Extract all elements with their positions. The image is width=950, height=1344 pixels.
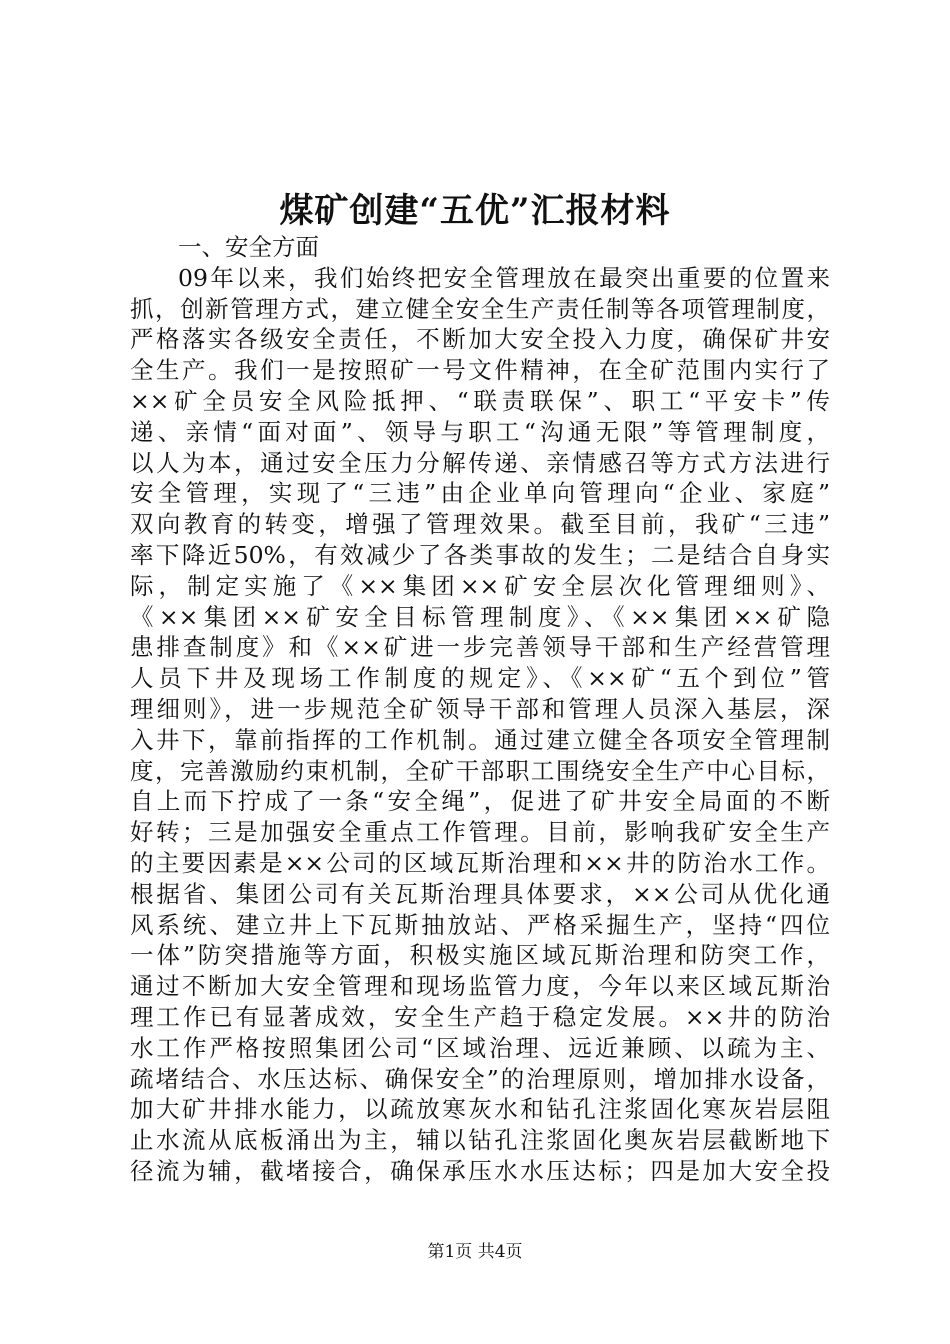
paragraph-line: 抓，创新管理方式，建立健全安全生产责任制等各项管理制度， — [130, 294, 830, 323]
paragraph-line: 率下降近50%，有效减少了各类事故的发生；二是结合自身实 — [130, 540, 830, 569]
paragraph-line: 疏堵结合、水压达标、确保安全”的治理原则，增加排水设备， — [130, 1064, 830, 1093]
paragraph — [130, 263, 830, 1187]
paragraph-line: 通过不断加大安全管理和现场监管力度，今年以来区域瓦斯治 — [130, 972, 830, 1001]
document-title: 煤矿创建“五优”汇报材料 — [279, 191, 671, 231]
paragraph-line: 一体”防突措施等方面，积极实施区域瓦斯治理和防突工作， — [130, 941, 830, 970]
paragraph-line: 严格落实各级安全责任，不断加大安全投入力度，确保矿井安 — [130, 325, 830, 354]
paragraph-line: 双向教育的转变，增强了管理效果。截至目前，我矿“三违” — [130, 510, 830, 539]
paragraph-line: 理细则》，进一步规范全矿领导干部和管理人员深入基层，深 — [130, 694, 830, 723]
paragraph-line: 的主要因素是××公司的区域瓦斯治理和××井的防治水工作。 — [130, 848, 830, 877]
paragraph-line: 度，完善激励约束机制，全矿干部职工围绕安全生产中心目标， — [130, 756, 830, 785]
paragraph-line: 水工作严格按照集团公司“区域治理、远近兼顾、以疏为主、 — [130, 1033, 830, 1062]
paragraph-line: 径流为辅，截堵接合，确保承压水水压达标；四是加大安全投 — [130, 1156, 830, 1185]
paragraph-line: 风系统、建立井上下瓦斯抽放站、严格采掘生产，坚持“四位 — [130, 910, 830, 939]
paragraph-line: 09年以来，我们始终把安全管理放在最突出重要的位置来 — [178, 263, 830, 292]
paragraph-line: 加大矿井排水能力，以疏放寒灰水和钻孔注浆固化寒灰岩层阻 — [130, 1095, 830, 1124]
paragraph-line: 自上而下拧成了一条“安全绳”，促进了矿井安全局面的不断 — [130, 787, 830, 816]
document-body — [130, 232, 830, 1187]
paragraph-line: 好转；三是加强安全重点工作管理。目前，影响我矿安全生产 — [130, 818, 830, 847]
paragraph-line: 根据省、集团公司有关瓦斯治理具体要求，××公司从优化通 — [130, 879, 830, 908]
paragraph-line: 安全管理，实现了“三违”由企业单向管理向“企业、家庭” — [130, 479, 830, 508]
section-heading: 一、安全方面 — [178, 233, 319, 261]
paragraph-line: 患排查制度》和《××矿进一步完善领导干部和生产经营管理 — [130, 633, 830, 662]
paragraph-line: 《××集团××矿安全目标管理制度》、《××集团××矿隐 — [130, 602, 830, 631]
paragraph-line: 止水流从底板涌出为主，辅以钻孔注浆固化奥灰岩层截断地下 — [130, 1126, 830, 1155]
page-footer: 第1页 共4页 — [427, 1242, 523, 1262]
paragraph-line: 入井下，靠前指挥的工作机制。通过建立健全各项安全管理制 — [130, 725, 830, 754]
paragraph-line: ××矿全员安全风险抵押、“联责联保”、职工“平安卡”传 — [130, 386, 830, 415]
paragraph-line: 以人为本，通过安全压力分解传递、亲情感召等方式方法进行 — [130, 448, 830, 477]
paragraph-line: 际，制定实施了《××集团××矿安全层次化管理细则》、 — [130, 571, 830, 600]
paragraph-line: 理工作已有显著成效，安全生产趋于稳定发展。××井的防治 — [130, 1002, 830, 1031]
paragraph-line: 人员下井及现场工作制度的规定》、《××矿“五个到位”管 — [130, 664, 830, 693]
paragraph-line: 全生产。我们一是按照矿一号文件精神，在全矿范围内实行了 — [130, 356, 830, 385]
paragraph-line: 递、亲情“面对面”、领导与职工“沟通无限”等管理制度， — [130, 417, 830, 446]
